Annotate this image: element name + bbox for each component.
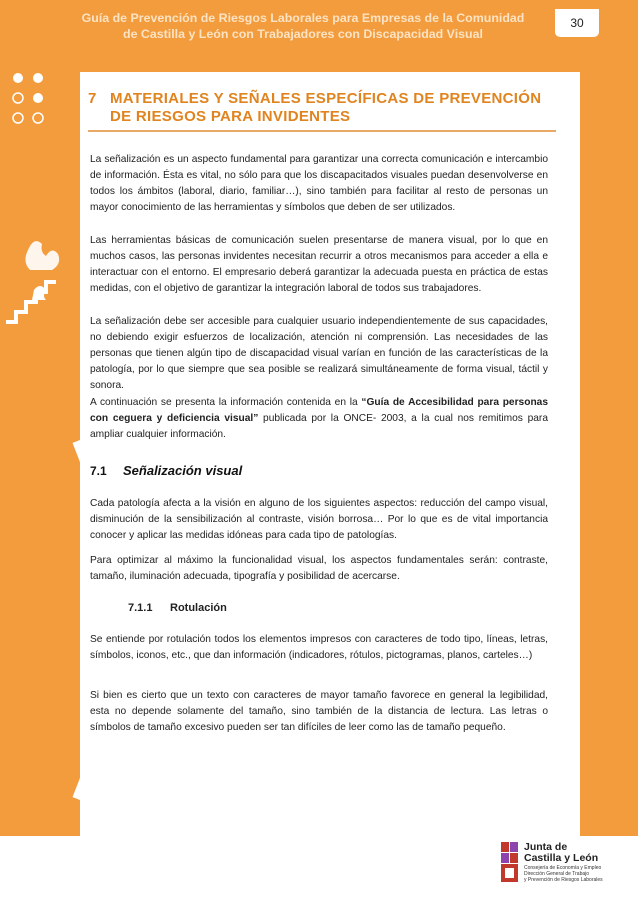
section-7-1-1-paragraph-2: Si bien es cierto que un texto con caracteres de mayor tamaño favorece en general la legibilidad, esta no depende solamente del tamaño, sino también de la distancia de lectura. Las letras o símbolos de tamaño excesivo pueden ser tan difíciles de leer como las de tamaño pequeño. xyxy=(90,690,548,733)
escape-stairs-icon xyxy=(6,282,56,322)
paragraph-1: La señalización es un aspecto fundamental para garantizar una correcta comunicación e intercambio de información. Ésta es vital, no sólo para que los discapacitados visuales puedan desenvolverse en todos los ámbitos (laboral, diario, familiar…), sino también para facilitar al resto de personas un mayor conocimiento de las herramientas y símbolos que deben de ser utilizados. xyxy=(90,154,548,213)
section-7-1-1-number: 7.1.1 xyxy=(128,602,153,614)
junta-castilla-leon-logo xyxy=(500,840,630,900)
paragraph-4 xyxy=(90,395,548,443)
section-7-1-1-heading xyxy=(128,600,528,616)
chapter-number: 7 xyxy=(88,90,97,107)
section-7-1-paragraph-1: Cada patología afecta a la visión en alguno de los siguientes aspectos: reducción del campo visual, disminución de la sensibilización al contraste, visión borrosa… Por lo que es de vital importancia conocer y aplicar las medidas idóneas para cada tipo de patologías. xyxy=(90,498,548,541)
paragraph-4-intro: A continuación se presenta la información contenida en la xyxy=(90,397,362,408)
section-7-1-1-paragraph-1: Se entiende por rotulación todos los elementos impresos con caracteres de todo tipo, líneas, letras, símbolos, iconos, etc., que dan información (indicadores, rótulos, pictogramas, planos, carteles…) xyxy=(90,634,548,661)
coat-of-arms-icon xyxy=(500,840,520,884)
logo-sub-line1: Consejería de Economía y Empleo xyxy=(524,865,602,871)
section-7-1-title: Señalización visual xyxy=(123,463,243,478)
title-underline xyxy=(88,130,556,132)
chapter-title xyxy=(88,90,558,126)
page-number: 30 xyxy=(555,9,599,37)
section-7-1-number: 7.1 xyxy=(90,464,107,478)
braille-dots-icon xyxy=(13,73,43,123)
logo-sub-line2: Dirección General de Trabajo xyxy=(524,871,590,877)
header-title-line2: de Castilla y León con Trabajadores con Discapacidad Visual xyxy=(123,27,483,41)
logo-name-line2: Castilla y León xyxy=(524,852,599,864)
side-decoration xyxy=(0,60,80,840)
logo-name xyxy=(524,842,598,864)
logo-name-line1: Junta de xyxy=(524,841,568,853)
section-7-1-heading xyxy=(90,462,550,480)
guide-reference-title: “Guía de Accesibilidad para personas con ceguera y deficiencia visual” xyxy=(90,397,548,424)
paragraph-4-end: publicada por la ONCE- 2003, a la cual nos remitimos para ampliar cualquier información. xyxy=(90,413,548,440)
chapter-title-line1: MATERIALES Y SEÑALES ESPECÍFICAS DE PREVENCIÓN xyxy=(110,90,542,107)
section-7-1-1-title: Rotulación xyxy=(170,602,227,614)
header-title-line1: Guía de Prevención de Riesgos Laborales para Empresas de la Comunidad xyxy=(81,11,525,25)
chapter-title-line2: DE RIESGOS PARA INVIDENTES xyxy=(110,108,351,125)
logo-sub-line3: y Prevención de Riesgos Laborales xyxy=(524,877,603,883)
paragraph-3: La señalización debe ser accesible para cualquier usuario independientemente de sus capacidades, no debiendo exigir esfuerzos de localización, atención ni comprensión. Las necesidades de las personas que tienen algún tipo de discapacidad visual varían en función de las características de la patología, por lo que siempre que sea posible se realizará simultáneamente de forma visual, táctil y sonora. xyxy=(90,316,548,391)
section-7-1-paragraph-2: Para optimizar al máximo la funcionalidad visual, los aspectos fundamentales serán: contraste, tamaño, iluminación adecuada, tipografía y posibilidad de acercarse. xyxy=(90,555,548,582)
header-title xyxy=(68,10,538,42)
paragraph-2: Las herramientas básicas de comunicación suelen presentarse de manera visual, por lo que en muchos casos, las personas invidentes necesitan recurrir a otros mecanismos para acceder a ella e interactuar con el entorno. El empresario deberá garantizar la adecuada puesta en práctica de estas medidas, con el objetivo de garantizar la integración laboral de todos sus trabajadores. xyxy=(90,235,548,294)
logo-subtitle xyxy=(524,865,624,883)
